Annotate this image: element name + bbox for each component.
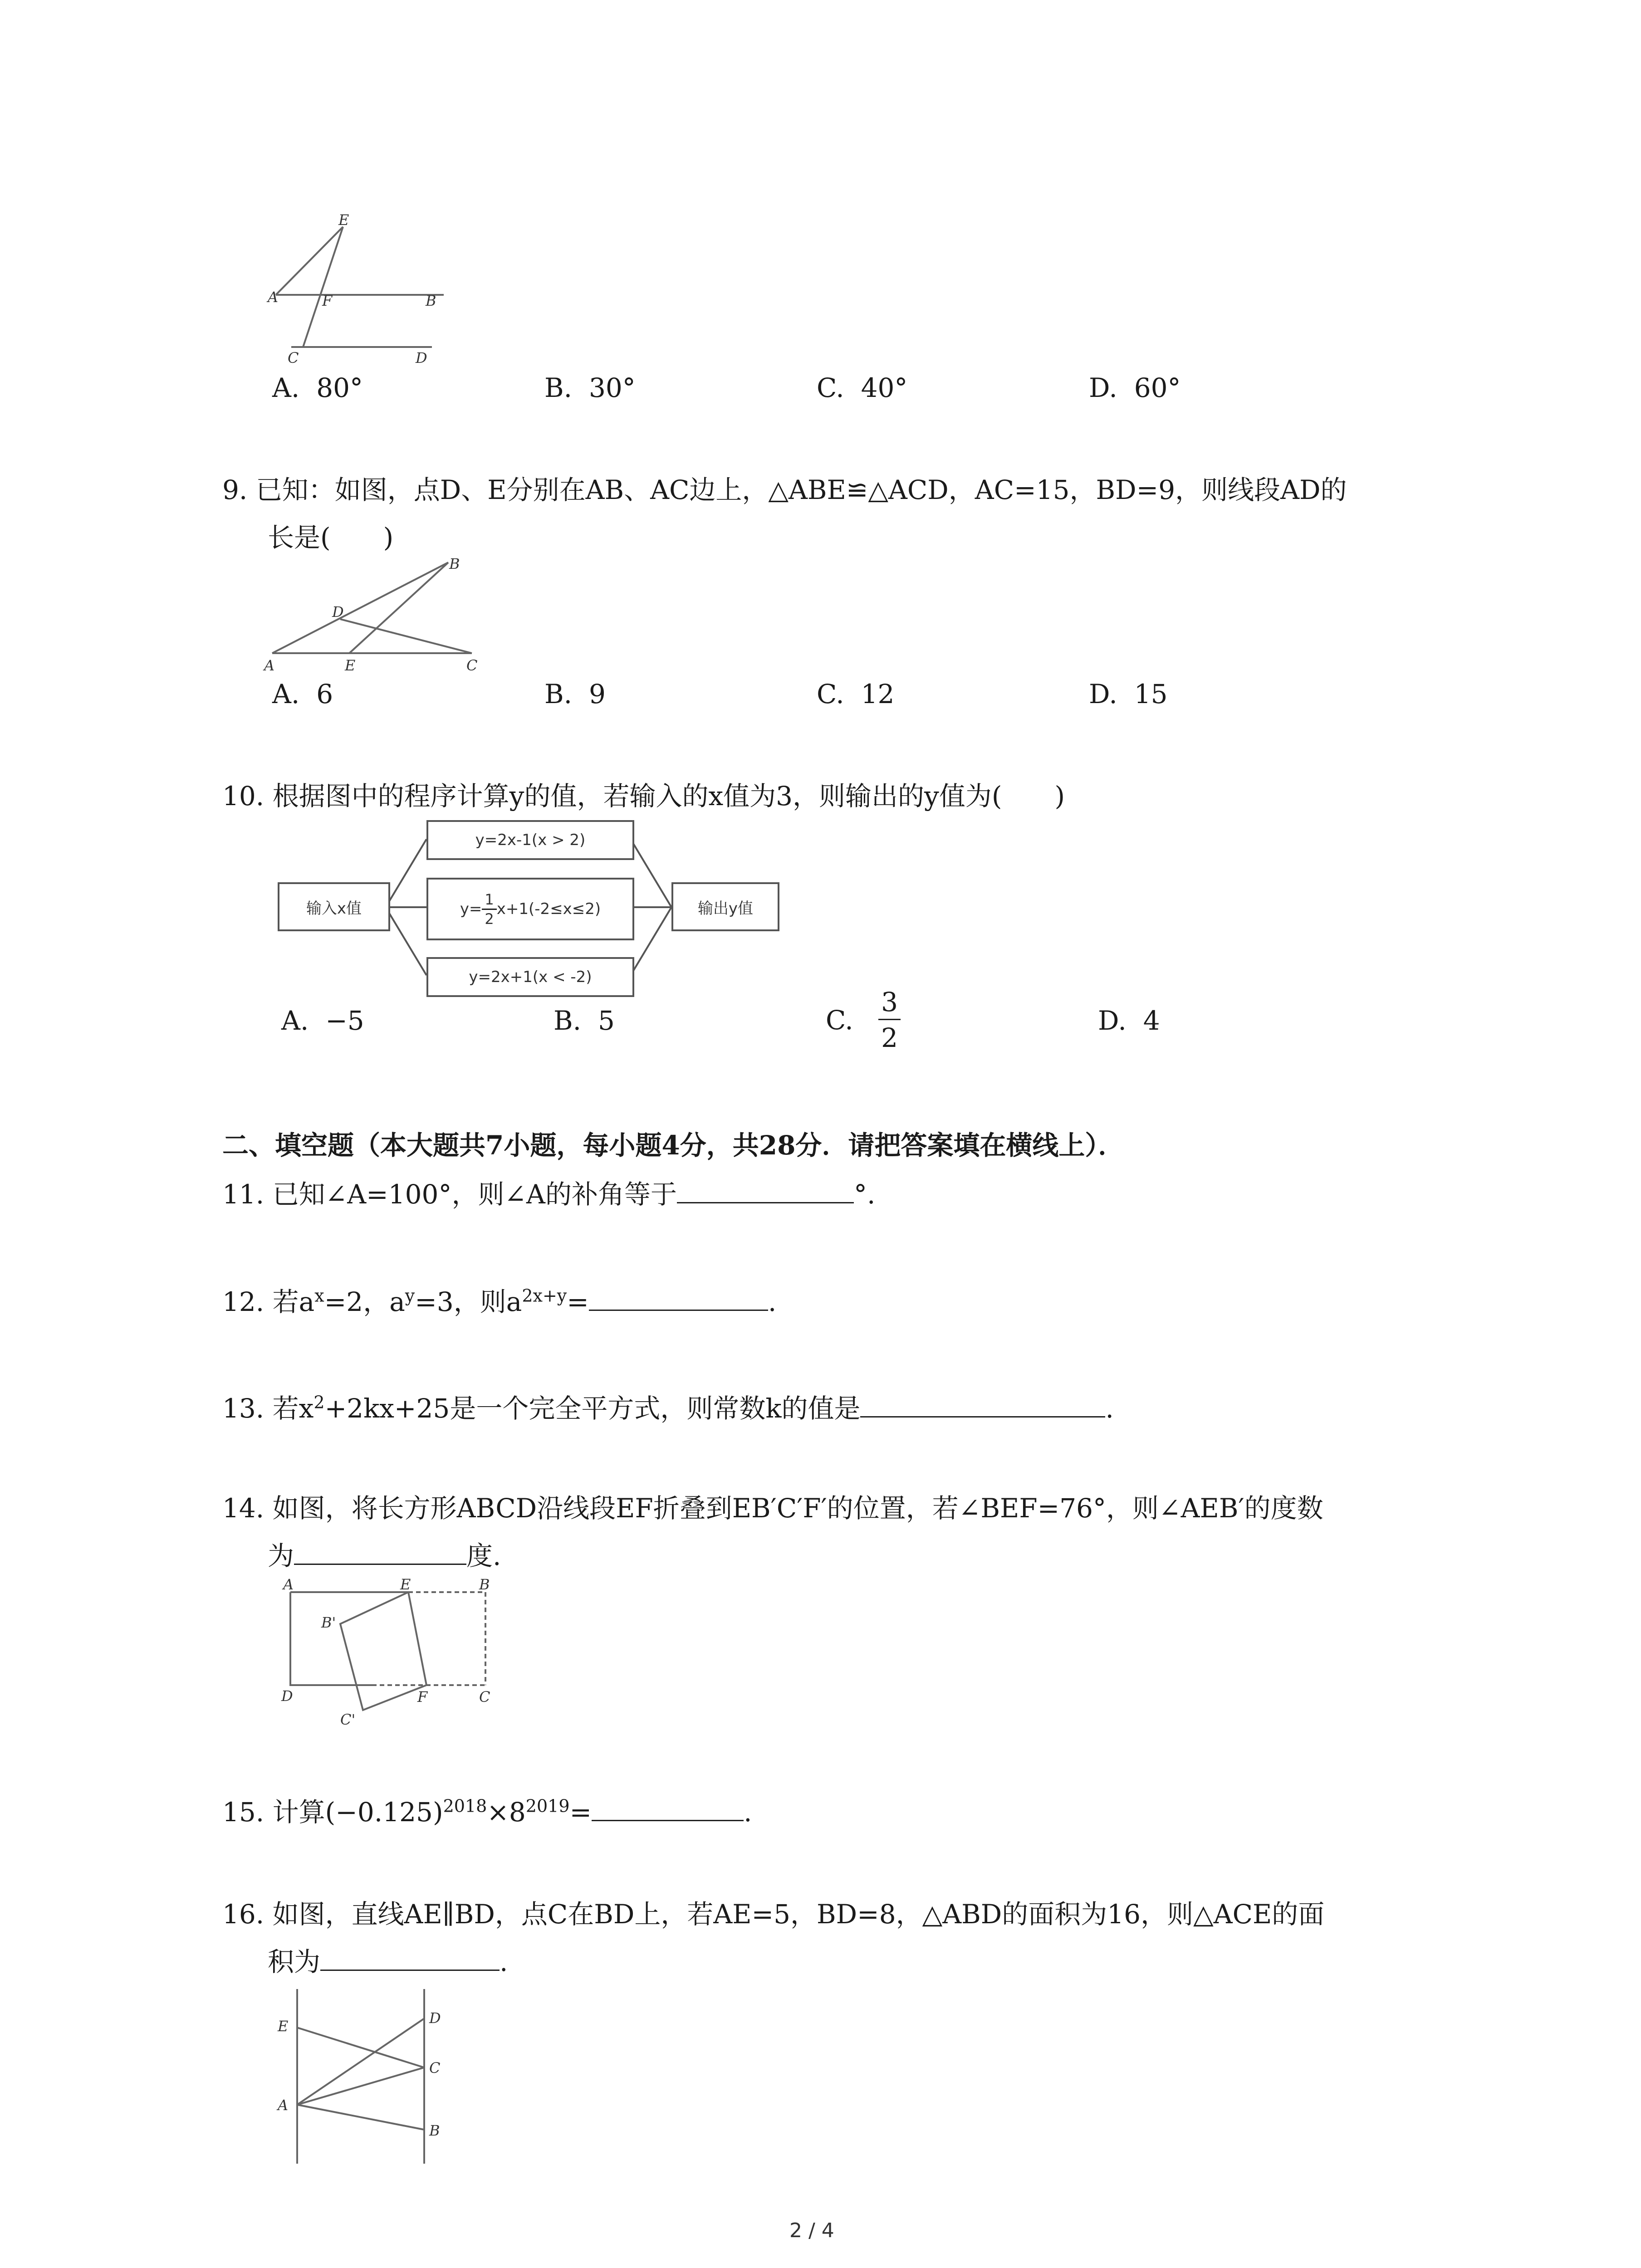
q8-option-b[interactable]: B. 30°	[544, 372, 636, 403]
q8-option-d[interactable]: D. 60°	[1089, 372, 1181, 403]
label-F: F	[322, 292, 333, 309]
section-heading: 二、填空题（本大题共7小题，每小题4分，共28分．请把答案填在横线上）．	[222, 1130, 1125, 1161]
q14-question-line2: 为 度.	[268, 1540, 501, 1571]
label-B-prime: B'	[321, 1614, 336, 1631]
label-C-prime: C'	[340, 1711, 356, 1728]
q9-figure	[254, 549, 490, 685]
label-E: E	[338, 211, 349, 229]
q16-question-line2: 积为 .	[268, 1946, 508, 1977]
label-C: C	[288, 349, 299, 367]
label-D: D	[416, 349, 427, 367]
q10-option-a[interactable]: A. −5	[281, 1005, 364, 1036]
label-A: A	[278, 2097, 289, 2114]
label-B: B	[449, 555, 460, 572]
q15-question: 15. 计算$(-0.125)^{2018}\times 8^{2019}=$ .	[222, 1796, 752, 1828]
label-F: F	[417, 1688, 428, 1706]
q8-figure	[254, 209, 463, 372]
fraction: $\frac{3}{2}$	[878, 989, 901, 1051]
answer-blank[interactable]	[677, 1178, 854, 1203]
answer-blank[interactable]	[589, 1286, 768, 1311]
label-C: C	[479, 1688, 490, 1706]
q9-option-b[interactable]: B. 9	[544, 679, 606, 709]
label-D: D	[332, 603, 344, 621]
q9-option-a[interactable]: A. 6	[272, 679, 333, 709]
q11-question: 11. 已知∠A=100°，则∠A的补角等于 °.	[222, 1179, 876, 1210]
label-C: C	[429, 2059, 441, 2077]
page-number: 2 / 4	[789, 2219, 834, 2242]
label-A: A	[268, 288, 279, 306]
q9-option-d[interactable]: D. 15	[1089, 679, 1168, 709]
flow-top-box: y=2x-1(x > 2)	[426, 820, 634, 860]
label-E: E	[278, 2018, 289, 2035]
label-C: C	[466, 657, 478, 674]
flow-output-box: 输出y值	[671, 882, 779, 931]
label-E: E	[345, 657, 356, 674]
q10-option-b[interactable]: B. 5	[554, 1005, 615, 1036]
q9-question-line1: 9. 已知：如图，点D、E分别在AB、AC边上，△ABE≌△ACD，AC=15，BD=9，则线段AD的	[222, 474, 1347, 505]
q8-option-c[interactable]: C. 40°	[817, 372, 908, 403]
q12-question: 12. 若$a^x=2$，$a^y=3$，则$a^{2x+y}=$ .	[222, 1286, 777, 1317]
flow-bottom-box: y=2x+1(x < -2)	[426, 957, 634, 997]
flow-middle-box: y= $\frac{1}{2}$ x+1(-2≤x≤2)	[426, 878, 634, 940]
label-D: D	[429, 2009, 441, 2027]
label-A: A	[264, 657, 275, 674]
answer-blank[interactable]	[294, 1540, 466, 1565]
q9-option-c[interactable]: C. 12	[817, 679, 895, 709]
q14-question-line1: 14. 如图，将长方形ABCD沿线段EF折叠到EB′C′F′的位置，若∠BEF=76°，则∠AEB′的度数	[222, 1493, 1323, 1524]
q9-question-line2: 长是( )	[268, 522, 394, 553]
label-D: D	[281, 1687, 293, 1705]
label-B: B	[426, 292, 436, 309]
q10-option-d[interactable]: D. 4	[1098, 1005, 1160, 1036]
label-A: A	[283, 1579, 294, 1593]
label-B: B	[429, 2122, 440, 2139]
label-E: E	[400, 1579, 411, 1593]
answer-blank[interactable]	[592, 1796, 744, 1821]
label-B: B	[479, 1579, 490, 1593]
q13-question: 13. 若$x^2+2kx+25$是一个完全平方式，则常数k的值是 .	[222, 1392, 1114, 1424]
answer-blank[interactable]	[860, 1393, 1105, 1418]
q10-question: 10. 根据图中的程序计算y的值，若输入的x值为3，则输出的y值为( )	[222, 781, 1065, 811]
flow-input-box: 输入x值	[278, 882, 390, 931]
q16-question-line1: 16. 如图，直线AE∥BD，点C在BD上，若AE=5，BD=8，△ABD的面积为16，则△ACE的面	[222, 1899, 1325, 1930]
answer-blank[interactable]	[320, 1946, 500, 1971]
q8-option-a[interactable]: A. 80°	[272, 372, 363, 403]
q10-option-c[interactable]: C. $\frac{3}{2}$	[826, 989, 901, 1051]
q16-figure	[268, 1982, 476, 2173]
q14-figure	[272, 1579, 526, 1737]
